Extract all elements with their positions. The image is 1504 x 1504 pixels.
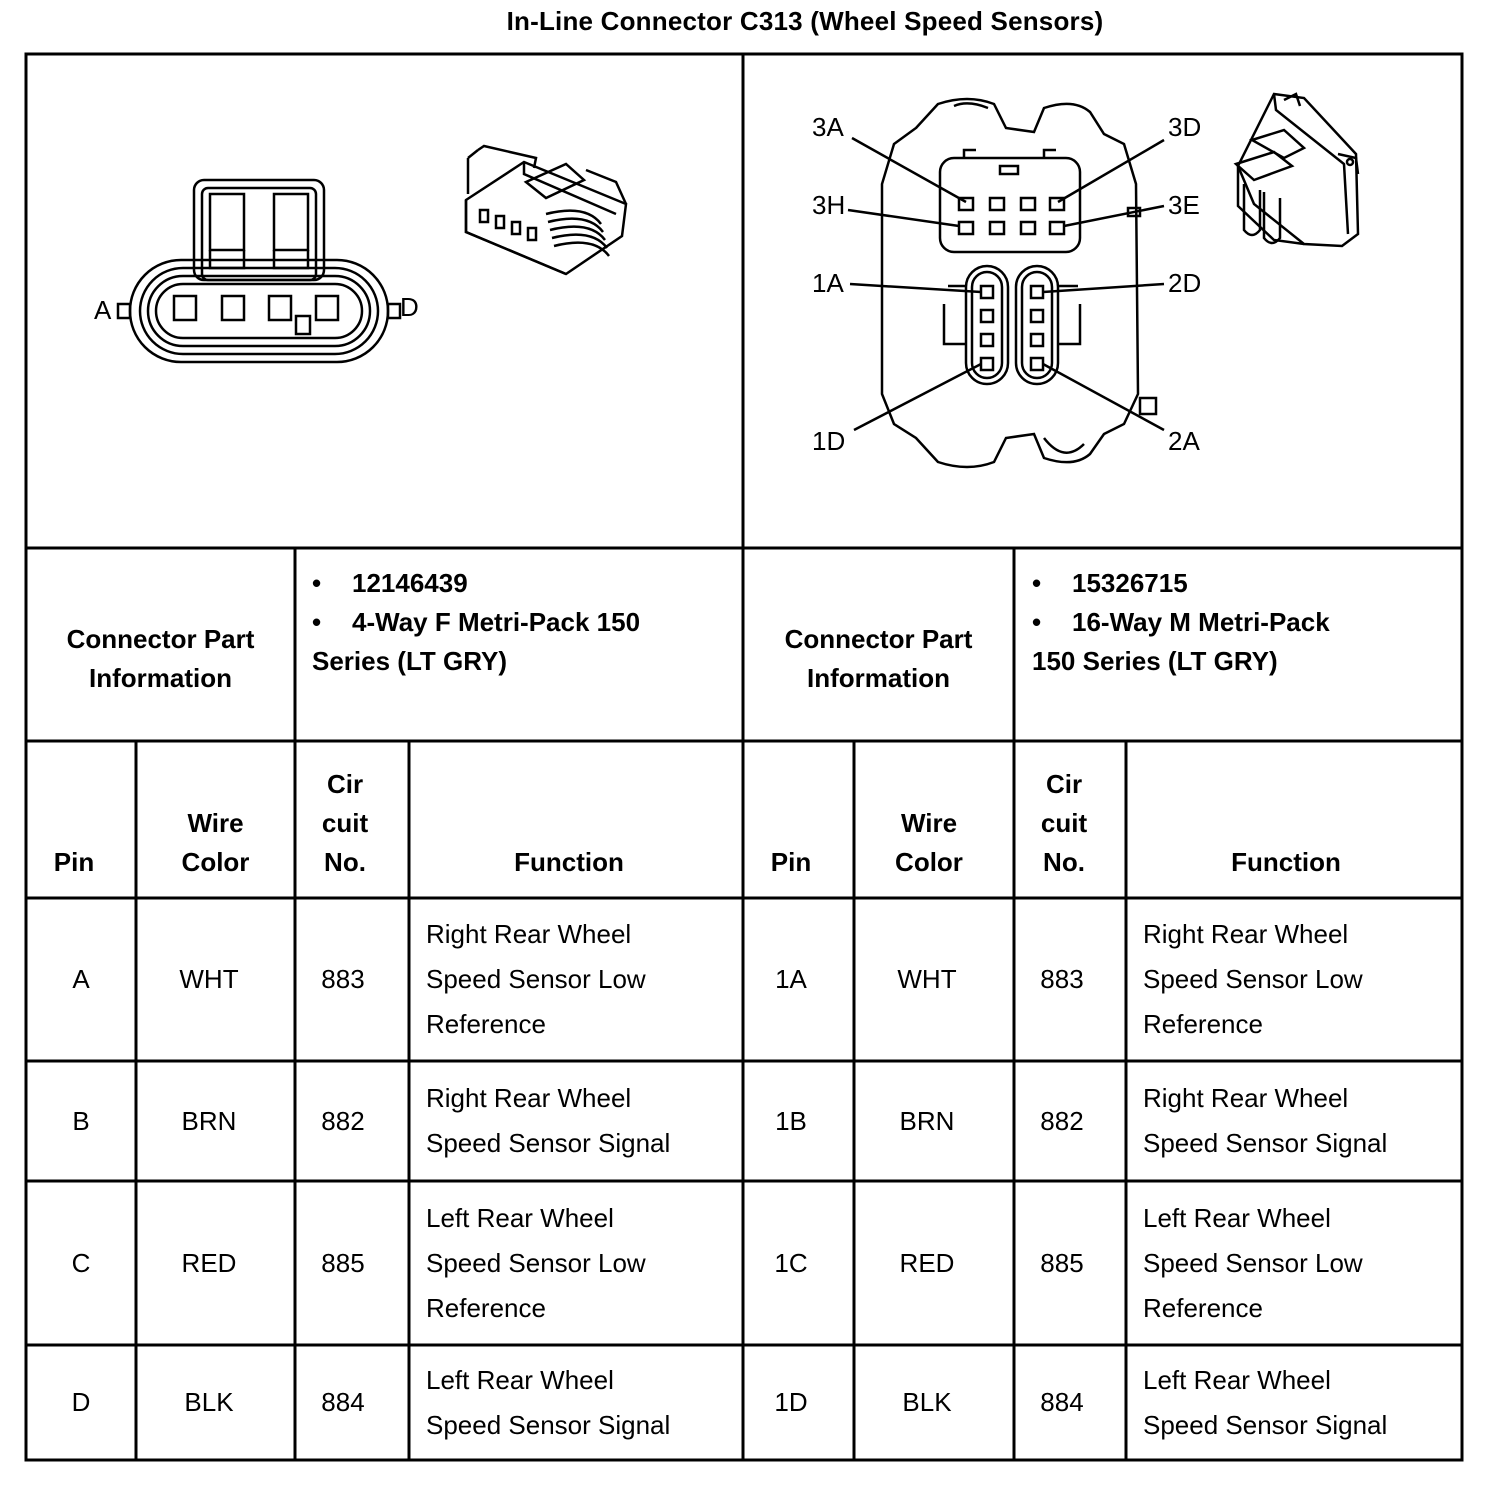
left-cell-circuit: 884 (321, 1387, 365, 1417)
bullet-icon: • (1032, 607, 1042, 637)
function-line: Reference (1143, 1009, 1263, 1039)
left-cell-function (426, 898, 736, 1061)
right-cell-function (1143, 1061, 1453, 1181)
right-connector-diagram (744, 54, 1461, 547)
left-cell-wire-color: RED (181, 1247, 237, 1278)
bullet-icon: • (1032, 568, 1042, 598)
right-cell-circuit: 883 (1040, 964, 1084, 994)
left-part-info (312, 564, 732, 681)
left-cell-function (426, 1061, 736, 1181)
function-line: Speed Sensor Low (1143, 1247, 1363, 1278)
function-line: Right Rear Wheel (426, 1083, 632, 1113)
function-line: Speed Sensor Low (426, 1247, 646, 1278)
pin-label-3a: 3A (812, 112, 844, 142)
left-cell-function (426, 1345, 736, 1460)
function-line: Left Rear Wheel (426, 1202, 614, 1233)
right-cell-pin: 1C (774, 1247, 808, 1278)
function-line: Reference (1143, 1292, 1263, 1323)
pin-label-2d: 2D (1168, 268, 1202, 298)
function-line: Left Rear Wheel (1143, 1202, 1331, 1233)
right-part-description-2: 150 Series (LT GRY) (1032, 646, 1278, 676)
left-cell-pin: A (72, 964, 90, 994)
right-cell-circuit: 884 (1040, 1387, 1084, 1417)
function-line: Right Rear Wheel (1143, 1083, 1349, 1113)
pin-label-a: A (94, 295, 112, 325)
page-title: In-Line Connector C313 (Wheel Speed Sensors) (506, 6, 1104, 36)
pin-label-1a: 1A (812, 268, 844, 298)
right-part-number: 15326715 (1072, 568, 1188, 598)
left-cell-wire-color: BRN (181, 1105, 237, 1136)
function-line: Left Rear Wheel (1143, 1364, 1331, 1395)
left-cell-function (426, 1181, 736, 1345)
right-cell-function (1143, 898, 1453, 1061)
left-cell-wire-color: BLK (184, 1387, 234, 1417)
right-part-info (1032, 564, 1452, 681)
header-function-right: Function (1231, 847, 1341, 877)
function-line: Speed Sensor Signal (426, 1409, 671, 1440)
left-part-info-label: Connector Part Information (66, 624, 255, 693)
function-line: Speed Sensor Signal (426, 1128, 671, 1158)
function-line: Speed Sensor Signal (1143, 1128, 1388, 1158)
pin-label-3e: 3E (1168, 190, 1200, 220)
left-cell-circuit: 883 (321, 964, 365, 994)
function-line: Speed Sensor Low (1143, 964, 1363, 994)
header-circuit-left: Cir cuit No. (321, 769, 369, 877)
left-cell-circuit: 885 (321, 1247, 365, 1278)
right-cell-wire-color: BRN (899, 1105, 955, 1136)
pin-label-3h: 3H (812, 190, 846, 220)
left-part-description-2: Series (LT GRY) (312, 646, 508, 676)
function-line: Left Rear Wheel (426, 1364, 614, 1395)
function-line: Right Rear Wheel (1143, 919, 1349, 949)
pin-label-2a: 2A (1168, 426, 1200, 456)
right-cell-wire-color: BLK (902, 1387, 952, 1417)
right-part-description: 16-Way M Metri-Pack (1072, 607, 1330, 637)
left-cell-pin: D (71, 1387, 91, 1417)
header-circuit-right: Cir cuit No. (1040, 769, 1088, 877)
right-cell-function (1143, 1345, 1453, 1460)
bullet-icon: • (312, 568, 322, 598)
function-line: Speed Sensor Low (426, 964, 646, 994)
left-cell-pin: B (72, 1105, 90, 1136)
left-cell-wire-color: WHT (179, 964, 239, 994)
header-pin-right: Pin (770, 847, 812, 877)
header-function-left: Function (514, 847, 624, 877)
left-cell-circuit: 882 (321, 1105, 365, 1136)
header-pin-left: Pin (53, 847, 95, 877)
left-cell-pin: C (71, 1247, 91, 1278)
right-cell-pin: 1D (774, 1387, 808, 1417)
header-wire-color-right: Wire Color (895, 808, 963, 877)
function-line: Reference (426, 1292, 546, 1323)
right-cell-function (1143, 1181, 1453, 1345)
right-cell-pin: 1B (775, 1105, 807, 1136)
right-cell-wire-color: WHT (897, 964, 957, 994)
right-part-info-label: Connector Part Information (784, 624, 973, 693)
left-connector-diagram (26, 54, 742, 547)
header-wire-color-left: Wire Color (181, 808, 250, 877)
bullet-icon: • (312, 607, 322, 637)
left-part-description: 4-Way F Metri-Pack 150 (352, 607, 641, 637)
pin-label-1d: 1D (812, 426, 846, 456)
right-cell-circuit: 885 (1040, 1247, 1084, 1278)
pin-label-3d: 3D (1168, 112, 1202, 142)
function-line: Speed Sensor Signal (1143, 1409, 1388, 1440)
function-line: Right Rear Wheel (426, 919, 632, 949)
function-line: Reference (426, 1009, 546, 1039)
left-part-number: 12146439 (352, 568, 468, 598)
right-cell-circuit: 882 (1040, 1105, 1084, 1136)
right-cell-pin: 1A (775, 964, 807, 994)
right-cell-wire-color: RED (899, 1247, 955, 1278)
pin-label-d: D (400, 292, 419, 322)
